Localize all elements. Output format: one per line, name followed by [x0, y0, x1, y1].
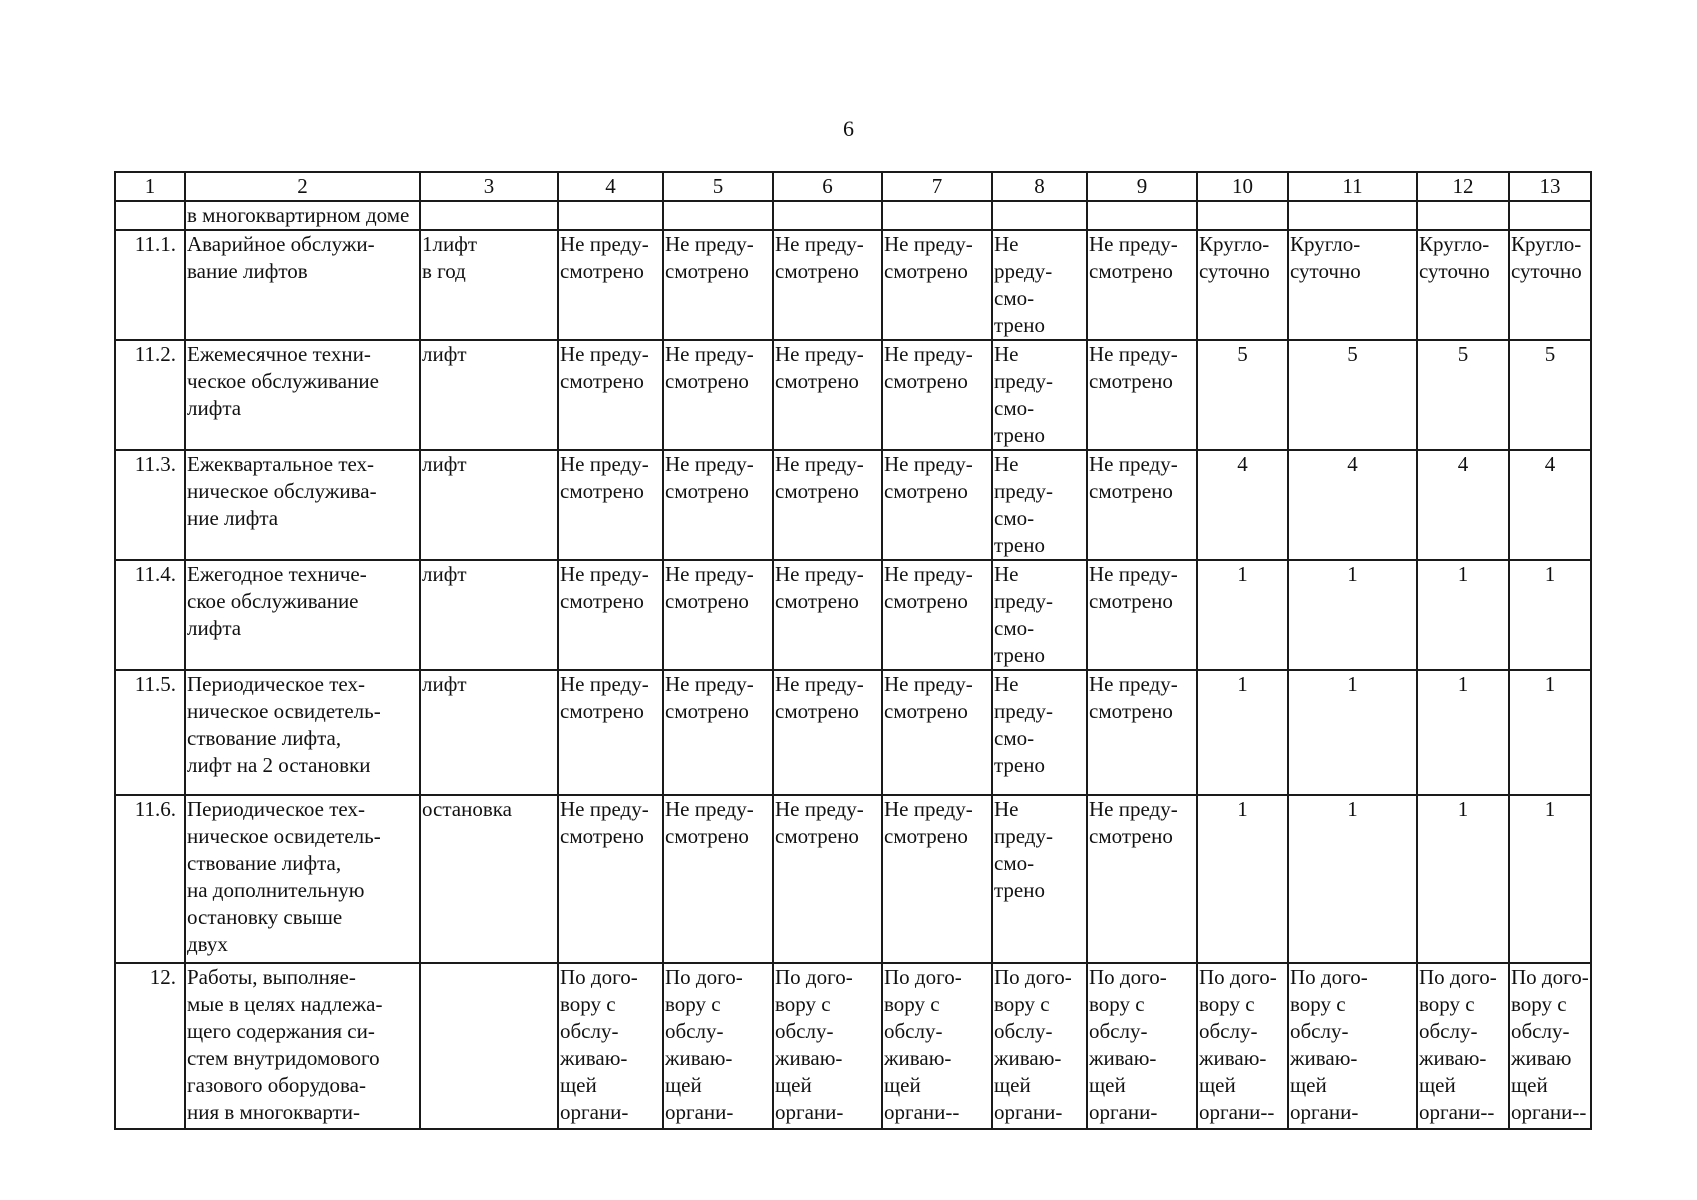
cell-col-13: Кругло- суточно	[1509, 230, 1591, 340]
table-row	[115, 230, 1591, 340]
row-number: 11.4.	[115, 560, 185, 670]
cell-col-9: Не преду- смотрено	[1087, 450, 1197, 560]
cell-col-11: По дого- вору с обслу- живаю- щей органи-	[1288, 963, 1417, 1129]
cell-col-9: Не преду- смотрено	[1087, 230, 1197, 340]
cell-col-10: 1	[1197, 795, 1288, 963]
cell-col-4: Не преду- смотрено	[558, 670, 663, 795]
column-header: 5	[663, 172, 773, 201]
cell-col-6: По дого- вору с обслу- живаю- щей органи-	[773, 963, 882, 1129]
column-header: 6	[773, 172, 882, 201]
cell-col-7: По дого- вору с обслу- живаю- щей органи--	[882, 963, 992, 1129]
row-unit: лифт	[420, 450, 558, 560]
cell-col-7: Не преду- смотрено	[882, 450, 992, 560]
cell-col-10: 1	[1197, 560, 1288, 670]
empty-cell	[773, 201, 882, 230]
cell-col-13: 5	[1509, 340, 1591, 450]
cell-col-5: Не преду- смотрено	[663, 560, 773, 670]
cell-col-8: По дого- вору с обслу- живаю- щей органи-	[992, 963, 1087, 1129]
table-row	[115, 963, 1591, 1129]
row-unit	[420, 963, 558, 1129]
cell-col-9: Не преду- смотрено	[1087, 795, 1197, 963]
cell-col-11: 1	[1288, 670, 1417, 795]
row-title: Периодическое тех- ническое освидетель- ствование лифта, на дополнительную остановку свыше двух	[185, 795, 420, 963]
cell-col-6: Не преду- смотрено	[773, 560, 882, 670]
cell-col-4: Не преду- смотрено	[558, 795, 663, 963]
column-header: 9	[1087, 172, 1197, 201]
cell-col-10: 5	[1197, 340, 1288, 450]
table-row	[115, 450, 1591, 560]
empty-cell	[1288, 201, 1417, 230]
row-title: Ежемесячное техни- ческое обслуживание лифта	[185, 340, 420, 450]
cell-col-13: 1	[1509, 560, 1591, 670]
cell-col-7: Не преду- смотрено	[882, 340, 992, 450]
column-header: 12	[1417, 172, 1509, 201]
row-number: 11.3.	[115, 450, 185, 560]
page-number: 6	[843, 116, 854, 141]
cell-col-13: 4	[1509, 450, 1591, 560]
cell-col-9: Не преду- смотрено	[1087, 560, 1197, 670]
empty-cell	[115, 201, 185, 230]
cell-col-5: По дого- вору с обслу- живаю- щей органи-	[663, 963, 773, 1129]
row-number: 11.1.	[115, 230, 185, 340]
row-unit: лифт	[420, 560, 558, 670]
row-unit: остановка	[420, 795, 558, 963]
column-header: 7	[882, 172, 992, 201]
section-continuation-text: в многоквартирном доме	[185, 201, 420, 230]
cell-col-4: Не преду- смотрено	[558, 340, 663, 450]
cell-col-8: Не преду- смо- трено	[992, 560, 1087, 670]
cell-col-8: Не преду- смо- трено	[992, 670, 1087, 795]
cell-col-5: Не преду- смотрено	[663, 230, 773, 340]
row-title: Работы, выполняе- мые в целях надлежа- щего содержания си- стем внутридомового газового оборудова- ния в многокварти-	[185, 963, 420, 1129]
empty-cell	[1509, 201, 1591, 230]
cell-col-5: Не преду- смотрено	[663, 450, 773, 560]
row-title: Ежеквартальное тех- ническое обслужива- ние лифта	[185, 450, 420, 560]
row-title: Аварийное обслужи- вание лифтов	[185, 230, 420, 340]
cell-col-12: 5	[1417, 340, 1509, 450]
services-table	[114, 171, 1592, 1130]
cell-col-9: Не преду- смотрено	[1087, 340, 1197, 450]
cell-col-4: Не преду- смотрено	[558, 560, 663, 670]
cell-col-8: Не преду- смо- трено	[992, 340, 1087, 450]
cell-col-10: 1	[1197, 670, 1288, 795]
cell-col-11: 1	[1288, 560, 1417, 670]
cell-col-7: Не преду- смотрено	[882, 560, 992, 670]
cell-col-8: Не pреду- смо- трено	[992, 230, 1087, 340]
cell-col-7: Не преду- смотрено	[882, 795, 992, 963]
cell-col-8: Не преду- смо- трено	[992, 795, 1087, 963]
cell-col-11: 5	[1288, 340, 1417, 450]
column-number-row	[115, 172, 1591, 201]
cell-col-4: По дого- вору с обслу- живаю- щей органи-	[558, 963, 663, 1129]
cell-col-13: 1	[1509, 670, 1591, 795]
cell-col-12: 1	[1417, 795, 1509, 963]
empty-cell	[1197, 201, 1288, 230]
cell-col-5: Не преду- смотрено	[663, 670, 773, 795]
cell-col-4: Не преду- смотрено	[558, 450, 663, 560]
column-header: 1	[115, 172, 185, 201]
cell-col-10: По дого- вору с обслу- живаю- щей органи--	[1197, 963, 1288, 1129]
row-unit: лифт	[420, 670, 558, 795]
empty-cell	[663, 201, 773, 230]
row-number: 11.6.	[115, 795, 185, 963]
column-header: 13	[1509, 172, 1591, 201]
table-row	[115, 340, 1591, 450]
cell-col-12: 1	[1417, 560, 1509, 670]
row-title: Ежегодное техниче- ское обслуживание лифта	[185, 560, 420, 670]
row-number: 11.2.	[115, 340, 185, 450]
column-header: 10	[1197, 172, 1288, 201]
cell-col-7: Не преду- смотрено	[882, 230, 992, 340]
empty-cell	[420, 201, 558, 230]
empty-cell	[992, 201, 1087, 230]
empty-cell	[558, 201, 663, 230]
empty-cell	[882, 201, 992, 230]
column-header: 8	[992, 172, 1087, 201]
cell-col-12: По дого- вору с обслу- живаю- щей органи--	[1417, 963, 1509, 1129]
cell-col-7: Не преду- смотрено	[882, 670, 992, 795]
cell-col-10: Кругло- суточно	[1197, 230, 1288, 340]
cell-col-12: 4	[1417, 450, 1509, 560]
cell-col-6: Не преду- смотрено	[773, 230, 882, 340]
cell-col-11: Кругло- суточно	[1288, 230, 1417, 340]
table-row	[115, 670, 1591, 795]
cell-col-6: Не преду- смотрено	[773, 795, 882, 963]
column-header: 3	[420, 172, 558, 201]
row-unit: 1лифт в год	[420, 230, 558, 340]
cell-col-11: 1	[1288, 795, 1417, 963]
column-header: 2	[185, 172, 420, 201]
row-title: Периодическое тех- ническое освидетель- ствование лифта, лифт на 2 остановки	[185, 670, 420, 795]
cell-col-11: 4	[1288, 450, 1417, 560]
row-number: 12.	[115, 963, 185, 1129]
section-continuation-row	[115, 201, 1591, 230]
cell-col-9: Не преду- смотрено	[1087, 670, 1197, 795]
cell-col-13: По дого- вору с обслу- живаю щей органи--	[1509, 963, 1591, 1129]
cell-col-6: Не преду- смотрено	[773, 340, 882, 450]
row-unit: лифт	[420, 340, 558, 450]
cell-col-12: Кругло- суточно	[1417, 230, 1509, 340]
empty-cell	[1417, 201, 1509, 230]
cell-col-5: Не преду- смотрено	[663, 340, 773, 450]
cell-col-12: 1	[1417, 670, 1509, 795]
column-header: 4	[558, 172, 663, 201]
cell-col-10: 4	[1197, 450, 1288, 560]
row-number: 11.5.	[115, 670, 185, 795]
table-row	[115, 560, 1591, 670]
cell-col-9: По дого- вору с обслу- живаю- щей органи-	[1087, 963, 1197, 1129]
cell-col-13: 1	[1509, 795, 1591, 963]
cell-col-8: Не преду- смо- трено	[992, 450, 1087, 560]
column-header: 11	[1288, 172, 1417, 201]
cell-col-5: Не преду- смотрено	[663, 795, 773, 963]
cell-col-4: Не преду- смотрено	[558, 230, 663, 340]
cell-col-6: Не преду- смотрено	[773, 670, 882, 795]
cell-col-6: Не преду- смотрено	[773, 450, 882, 560]
table-row	[115, 795, 1591, 963]
empty-cell	[1087, 201, 1197, 230]
